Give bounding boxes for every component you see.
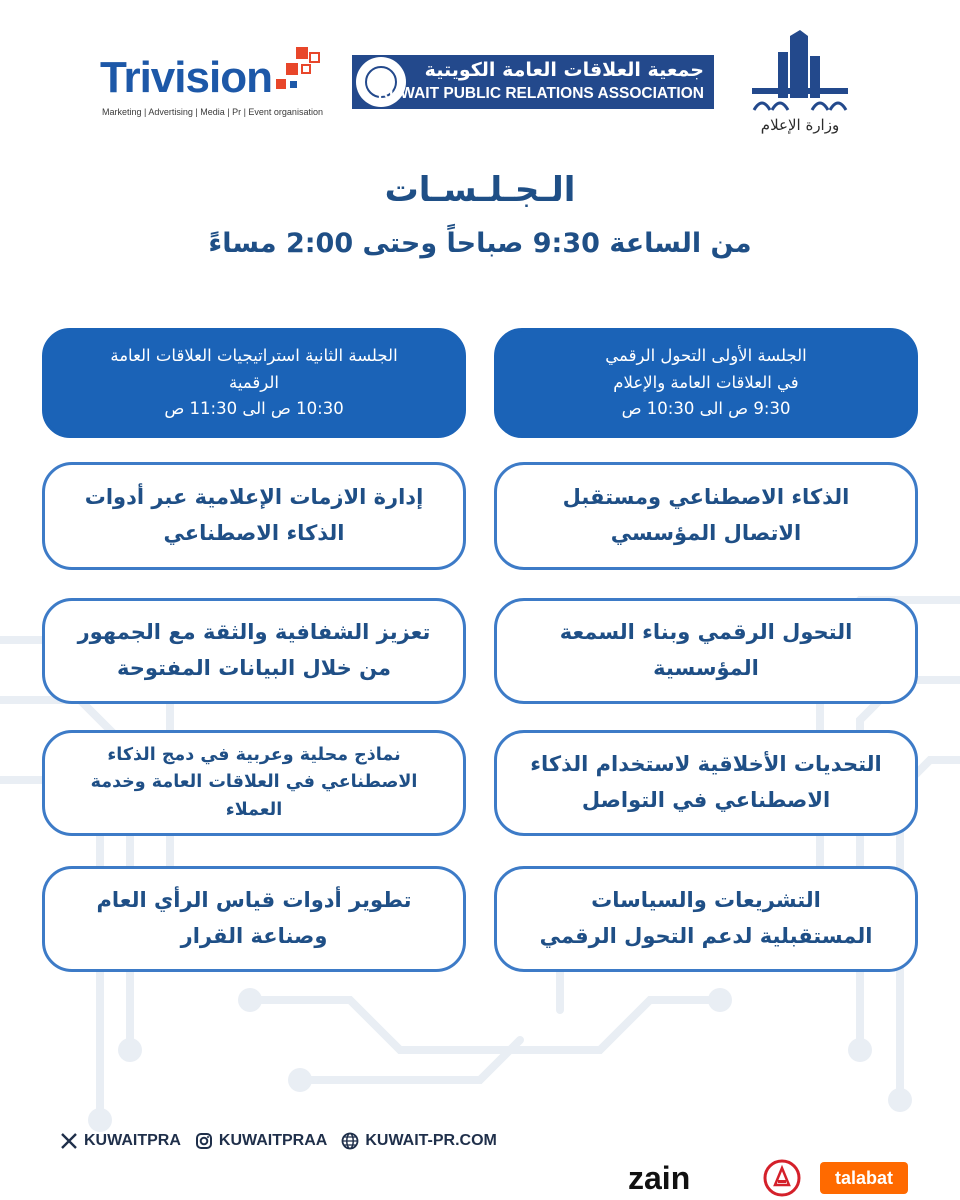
topic-card [42, 866, 466, 972]
topic-card [494, 730, 918, 836]
topic-card [494, 598, 918, 704]
x-logo-icon [60, 1132, 78, 1150]
topic-line: التحديات الأخلاقية لاستخدام الذكاء [530, 752, 882, 777]
session-second-card [42, 328, 466, 438]
sponsors [620, 1158, 910, 1198]
topic-line: المستقبلية لدعم التحول الرقمي [539, 924, 873, 948]
instagram-handle[interactable]: KUWAITPRAA [218, 1132, 328, 1149]
topic-card [42, 730, 466, 836]
session-second-line2: الرقمية [229, 372, 279, 392]
session-first-card [494, 328, 918, 438]
session-first-line2: في العلاقات العامة والإعلام [613, 372, 799, 392]
topic-line: التحول الرقمي وبناء السمعة [559, 620, 853, 645]
topic-line: تطوير أدوات قياس الرأي العام [96, 888, 412, 913]
session-first-time: 9:30 ص الى 10:30 ص [621, 399, 791, 419]
page-subtitle: من الساعة 9:30 صباحاً وحتى 2:00 مساءً [208, 228, 752, 259]
topic-line: العملاء [225, 799, 283, 820]
session-second-line1: الجلسة الثانية استراتيجيات العلاقات العامة [110, 345, 398, 365]
topic-card [42, 462, 466, 570]
session-second-time: 10:30 ص الى 11:30 ص [164, 399, 344, 419]
trivision-wordmark: Trivision [100, 53, 272, 102]
kpra-arabic-name: جمعية العلاقات العامة الكويتية [424, 59, 704, 81]
talabat-logo: talabat [820, 1162, 908, 1194]
topic-card [494, 866, 918, 972]
topic-line: نماذج محلية وعربية في دمج الذكاء [107, 745, 401, 766]
topic-line: إدارة الازمات الإعلامية عبر أدوات [84, 485, 424, 510]
topic-line: الاصطناعي في العلاقات العامة وخدمة [90, 772, 418, 793]
website-link[interactable]: KUWAIT-PR.COM [365, 1132, 497, 1149]
topic-line: المؤسسية [653, 656, 759, 680]
globe-icon [341, 1132, 359, 1150]
kpra-logo [352, 55, 714, 109]
topic-line: الذكاء الاصطناعي [163, 521, 345, 545]
topic-line: الاصطناعي في التواصل [581, 788, 831, 812]
trivision-tagline: Marketing | Advertising | Media | Pr | Event organisation [102, 107, 323, 117]
page-title: الـجـلـسـات [384, 170, 576, 210]
instagram-icon [195, 1132, 213, 1150]
topic-line: الذكاء الاصطناعي ومستقبل [562, 485, 850, 510]
topic-card [494, 462, 918, 570]
ministry-name: وزارة الإعلام [760, 116, 840, 134]
zain-logo: zain [628, 1160, 691, 1196]
ministry-logo [740, 30, 860, 140]
topic-line: التشريعات والسياسات [591, 888, 821, 913]
alsayer-emblem-icon [762, 1158, 802, 1198]
trivision-logo [100, 45, 325, 125]
ministry-building-icon [740, 30, 860, 116]
x-handle[interactable]: KUWAITPRA [84, 1132, 181, 1149]
session-first-line1: الجلسة الأولى التحول الرقمي [605, 345, 807, 365]
topic-line: تعزيز الشفافية والثقة مع الجمهور [77, 620, 431, 645]
social-links [60, 1128, 505, 1154]
topic-line: من خلال البيانات المفتوحة [117, 656, 392, 680]
topic-line: الاتصال المؤسسي [610, 521, 802, 545]
trivision-squares-icon [272, 47, 322, 107]
kpra-english-name: KUWAIT PUBLIC RELATIONS ASSOCIATION [377, 85, 704, 102]
topic-line: وصناعة القرار [180, 924, 328, 948]
topic-card [42, 598, 466, 704]
